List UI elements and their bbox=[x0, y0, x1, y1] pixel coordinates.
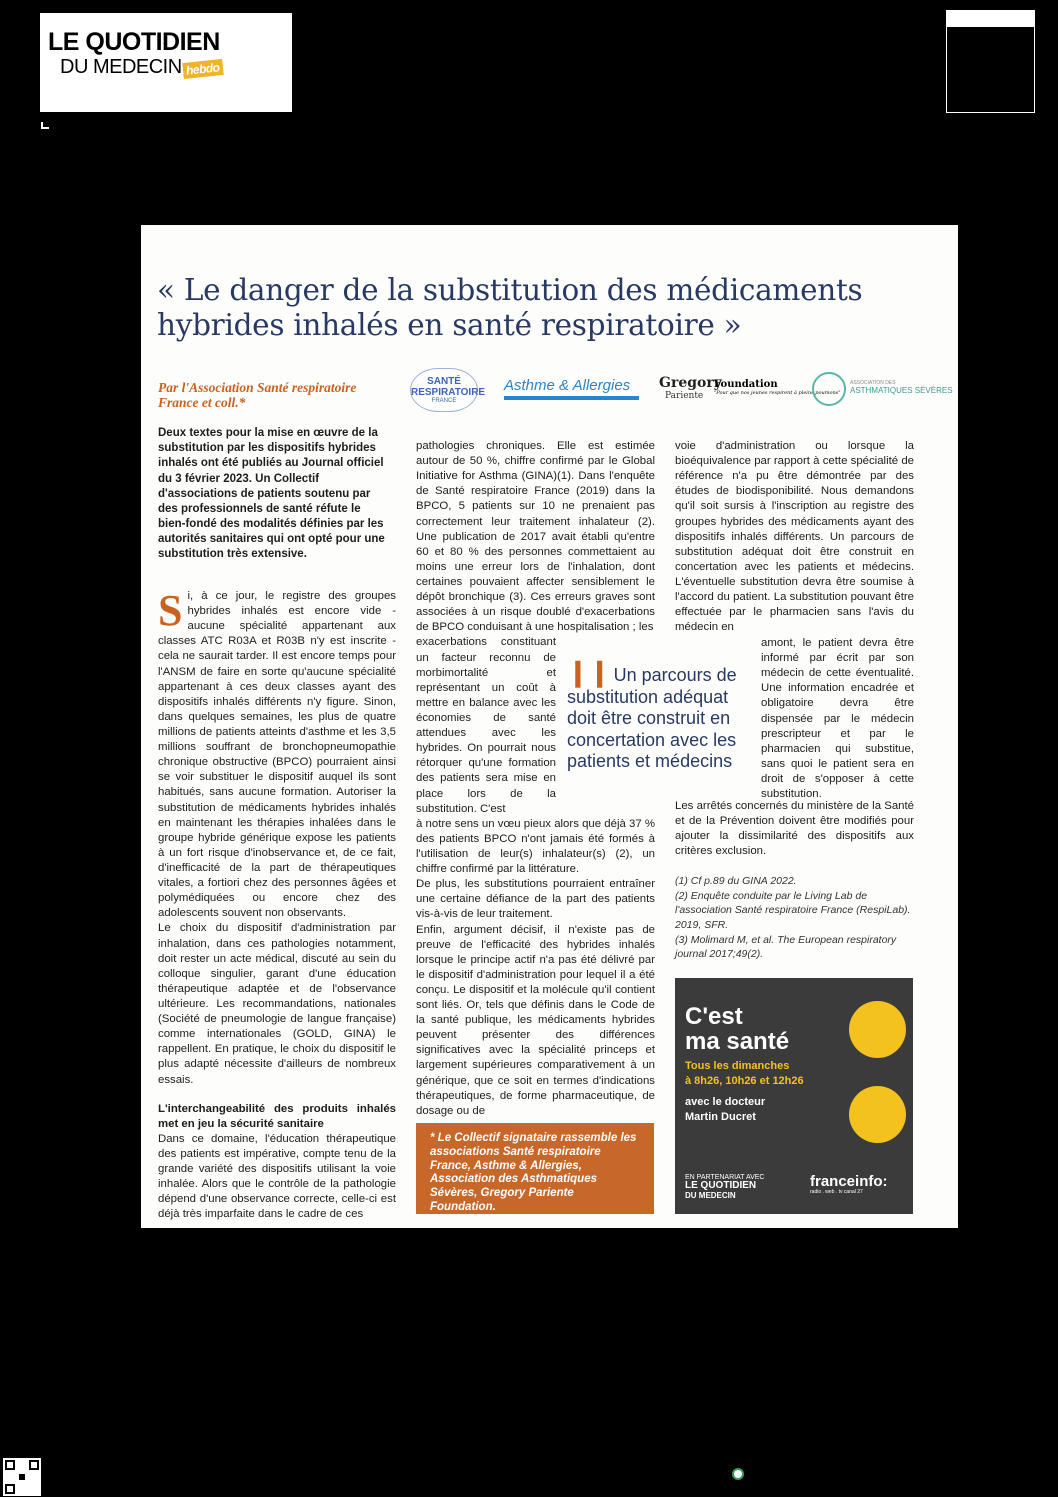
signatories-box: * Le Collectif signataire rassemble les associations Santé respiratoire France, Asthme & Allergies, Association des Asthmatiques Sévères, Gregory Pariente Foundation. bbox=[416, 1123, 654, 1214]
yellow-circle-icon bbox=[849, 1086, 906, 1143]
col2-wrap: exacerbations constituant un facteur reconnu de morbimortalité et représentant un coût à mettre en balance avec les économies de santé attendues avec les hybrides. On pourrait nous rétorquer qu'une formation des patients sera mise en place lors de la substitution. C'est bbox=[416, 636, 556, 815]
references bbox=[675, 874, 914, 962]
article-byline: Par l'Association Santé respiratoire France et coll.* bbox=[158, 380, 357, 411]
col1-para3: Dans ce domaine, l'éducation thérapeutique des patients est impérative, compte tenu de la grande variété des dispositifs utilisant la voie inhalée. Alors que le contrôle de la pathologie dépend d'une observance correcte, celle-ci est déjà très imparfaite dans le cadre de ces bbox=[158, 1132, 396, 1221]
gregory-pariente-logo bbox=[659, 375, 722, 402]
pull-quote-text: Un parcours de substitution adéquat doit être construit en concertation avec les patients et médecins bbox=[567, 665, 737, 772]
col3-wrap: amont, le patient devra être informé par écrit par son médecin de cette éventualité. Une information encadrée et obligatoire devra être dispensée par le médecin prescripteur et par le pharmacien qui substitue, sans quoi le patient sera en droit de s'opposer à cette substitution. bbox=[761, 637, 914, 801]
column-1 bbox=[158, 586, 396, 1222]
asthmatiques-severes-logo bbox=[850, 381, 953, 395]
col1-para2: Le choix du dispositif d'administration par inhalation, dans ces pathologies notamment, doit rester un acte médical, discuté au sein du colloque singulier, garant d'une éducation thérapeutique adaptée et de l'observance ultérieure. Les recommandations, nationales (Société de pneumologie de langue française) comme internationales (GOLD, GINA) le rappellent. En pratique, le choix du dispositif le plus adapté nécessite d'ailleurs de nombreux essais. bbox=[158, 922, 396, 1086]
partner-logos bbox=[404, 366, 953, 424]
logo3-tagline: "Pour que nos jeunes respirent à pleins poumons" bbox=[714, 390, 841, 396]
logo4-small: ASSOCIATION DES bbox=[850, 380, 896, 386]
masthead-title: LE QUOTIDIEN bbox=[48, 28, 220, 56]
logo1-text: SANTÉ RESPIRATOIRE bbox=[411, 376, 486, 398]
column-3 bbox=[675, 439, 914, 635]
ad-logo-small: EN PARTENARIAT AVEC bbox=[685, 1174, 765, 1181]
yellow-circle-icon bbox=[849, 1001, 906, 1058]
masthead-line2: DU MEDECIN bbox=[60, 56, 182, 78]
ad-quotidien-logo bbox=[685, 1174, 765, 1201]
col3-para1: voie d'administration ou lorsque la bioéquivalence par rapport à cette spécialité de référence n'a pu être démontrée par des études de biodisponibilité. Nous demandons qu'il soit sursis à l'inscription au registre des groupes hybrides des médicaments ayant des dispositifs inhalés différents. Un parcours de substitution adéquat doit être construit en concertation avec les patients et médecins. L'éventuelle substitution devra être soumise à l'accord du patient. La substitution pouvant être effectuée par le pharmacien sans l'avis du médecin en bbox=[675, 440, 914, 634]
reference-1: (1) Cf p.89 du GINA 2022. bbox=[675, 875, 797, 887]
asthme-allergies-logo bbox=[504, 378, 639, 400]
reference-3: (3) Molimard M, et al. The European respiratory journal 2017;49(2). bbox=[675, 933, 897, 961]
logo3-sub: Pariente bbox=[665, 391, 704, 401]
franceinfo-logo bbox=[810, 1174, 888, 1196]
quote-mark-icon: ❙❙ bbox=[567, 657, 611, 687]
franceinfo-sub: radio . web . tv canal 27 bbox=[810, 1189, 863, 1195]
qr-code-icon[interactable] bbox=[3, 1458, 41, 1496]
col3-para2: Les arrêtés concernés du ministère de la Santé et de la Prévention doivent être modifiés pour ajouter la dissimilarité des dispositifs aux critères exclusion. bbox=[675, 800, 914, 858]
page-thumbnail[interactable] bbox=[946, 10, 1035, 113]
col1-para1: i, à ce jour, le registre des groupes hybrides inhalés est encore vide - aucune spécialité appartenant aux classes ATC R03A et R03B n'y est inscrite - cela ne saurait tarder. Il est encore temps pour l'ANSM de faire en sorte qu'aucune spécialité appartenant à ces deux classes ayant des dispositifs inhalés différents n'y figure. Sinon, dans quelques semaines, les plus de quatre millions de patients atteints d'asthme et les 3,5 millions souffrant de bronchopneumopathie chronique obstructive (BPCO) pourraient ainsi se voir substituer le dispositif auquel ils sont habitués, sans aucune formation. Autoriser la substitution de médicaments hybrides inhalés en maintenant les thérapies inhalées dans le groupe hybride générique expose les patients à un fort risque d'inobservance et, de ce fait, d'inefficacité de la part de thérapeutiques vitales, a fortiori chez des personnes âgées et polymédiquées ou encore chez des adolescents souvent non observants. bbox=[158, 590, 396, 920]
ad-logo-2: DU MEDECIN bbox=[685, 1191, 736, 1200]
ad-title-2: ma santé bbox=[685, 1028, 790, 1056]
article-page bbox=[141, 225, 958, 1228]
thumbnail-header bbox=[947, 11, 1034, 27]
article-title: « Le danger de la substitution des médicaments hybrides inhalés en santé respiratoire » bbox=[157, 273, 863, 342]
status-dot-icon[interactable] bbox=[732, 1468, 744, 1480]
ad-title bbox=[685, 1004, 789, 1054]
ad-host bbox=[685, 1095, 765, 1125]
ad-schedule-2: à 8h26, 10h26 et 12h26 bbox=[685, 1074, 804, 1087]
article-lede: Deux textes pour la mise en œuvre de la substitution par les dispositifs hybrides inhalés ont été publiés au Journal officiel du 3 février 2023. Un Collectif d'associations de patients soutenu par des professionnels de santé réfute le bien-fondé des modalités définies par les autorités sanitaires qui ont opté pour une substitution très extensive. bbox=[158, 427, 385, 561]
ad-title-1: C'est bbox=[685, 1003, 743, 1030]
col2-para1: pathologies chroniques. Elle est estimée autour de 50 %, chiffre confirmé par le Global Initiative for Asthma (GINA)(1). Dans l'enquête de Santé respiratoire France (2019) dans la BPCO, 5 patients sur 10 ne prenaient pas correctement leur traitement inhalateur (2). Une publication de 2017 avait établi qu'entre 60 et 80 % des personnes commettaient au moins une erreur lors de l'inhalation, dont certaines pouvaient affecter sensiblement le dépôt bronchique (3). Ces erreurs graves sont associées à un risque doublé d'exacerbations de BPCO conduisant à une hospitalisation ; les bbox=[416, 440, 655, 634]
lungs-icon bbox=[812, 372, 846, 406]
logo3-name: Gregory bbox=[659, 375, 722, 391]
logo3-foundation: Foundation bbox=[714, 379, 778, 390]
sante-respiratoire-logo bbox=[410, 368, 486, 412]
article-subhead: L'interchangeabilité des produits inhalés met en jeu la sécurité sanitaire bbox=[158, 1102, 396, 1130]
drop-cap: S bbox=[158, 586, 183, 635]
col2-para2: à notre sens un vœu pieux alors que déjà 37 % des patients BPCO n'ont jamais été formés à l'utilisation de leur(s) inhalateur(s) (2), un chiffre confirmé par la littérature. bbox=[416, 817, 655, 876]
reference-2: (2) Enquête conduite par le Living Lab de l'association Santé respiratoire France (RespiLab). 2019, SFR. bbox=[675, 889, 911, 932]
ad-host-2: Martin Ducret bbox=[685, 1110, 756, 1123]
hebdo-badge: hebdo bbox=[182, 59, 223, 79]
ad-host-1: avec le docteur bbox=[685, 1096, 766, 1108]
masthead-subtitle bbox=[60, 57, 222, 77]
column-2 bbox=[416, 439, 655, 1119]
ad-schedule bbox=[685, 1059, 804, 1089]
ad-schedule-1: Tous les dimanches bbox=[685, 1060, 790, 1072]
ad-logo-1: LE QUOTIDIEN bbox=[685, 1180, 757, 1191]
logo1-sub: FRANCE bbox=[431, 398, 457, 404]
advertisement[interactable] bbox=[675, 978, 913, 1214]
logo2-bar bbox=[504, 396, 639, 400]
logo4-text: ASTHMATIQUES SÉVÈRES bbox=[850, 385, 953, 395]
col2-para4: Enfin, argument décisif, il n'existe pas de preuve de l'efficacité des hybrides inhalés lorsque le principe actif n'a pas été délivré par le dispositif d'administration pour lequel il a été conçu. Le dispositif et la molécule qu'il contient sont liés. Or, tels que définis dans le Code de la santé publique, les médicaments hybrides peuvent présenter des différences significatives avec la spécialité princeps et largement supérieures comparativement à un générique, que ce soit en termes d'indications thérapeutiques, de forme pharmaceutique, de dosage ou de bbox=[416, 923, 655, 1117]
pull-quote bbox=[567, 657, 757, 773]
col2-para3: De plus, les substitutions pourraient entraîner une certaine défiance de la part des patients vis-à-vis de leur traitement. bbox=[416, 878, 655, 921]
logo2-text: Asthme & Allergies bbox=[504, 377, 631, 394]
franceinfo-text: franceinfo: bbox=[810, 1173, 888, 1190]
corner-mark bbox=[41, 122, 49, 129]
